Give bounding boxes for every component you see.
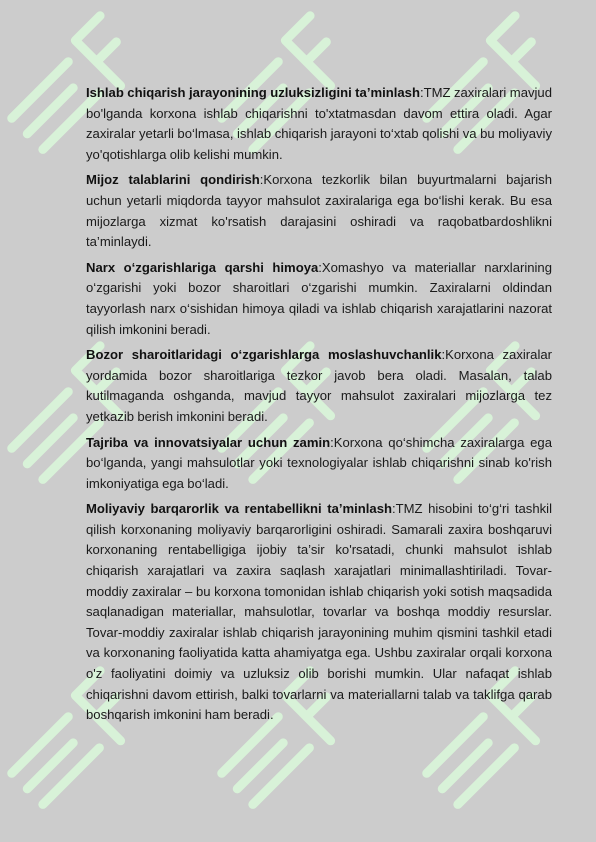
paragraph-text: :TMZ hisobini to‘g‘ri tashkil qilish korxonaning moliyaviy barqarorligini oshiradi. Samarali zaxira boshqaruvi korxonaning rentabelligiga ijobiy ta’sir ko'rsatadi, chunki mahsulot ishlab chiqarish xarajatlari va zaxira saqlash xarajatlari minimallashtiriladi. Tovar-moddiy zaxiralar – bu korxona tomonidan ishlab chiqarish yoki sotish maqsadida saqlanadigan materiallar, mahsulotlar, tovarlar va boshqa moddiy resurslar. Tovar-moddiy zaxiralar ishlab chiqarish jarayonining muhim qismini tashkil etadi va korxonaning faoliyatida katta ahamiyatga ega. Ushbu zaxiralar orqali korxona o'z faoliyatini doimiy va uzluksiz olib borishi mumkin. Ular nafaqat ishlab chiqarishni davom ettirish, balki tovarlarni va materiallarni talab va taklifga qarab boshqarish imkonini ham beradi. bbox=[86, 501, 552, 723]
paragraph-financial-stability bbox=[86, 499, 552, 726]
paragraph-customer-demand bbox=[86, 170, 552, 252]
paragraph-heading: Narx o‘zgarishlariga qarshi himoya bbox=[86, 259, 319, 275]
paragraph-heading: Moliyaviy barqarorlik va rentabellikni ta’minlash bbox=[86, 501, 392, 517]
paragraph-innovation bbox=[86, 433, 552, 495]
paragraph-price-protection bbox=[86, 258, 552, 340]
paragraph-heading: Bozor sharoitlaridagi o‘zgarishlarga moslashuvchanlik bbox=[86, 347, 442, 363]
paragraph-heading: Ishlab chiqarish jarayonining uzluksizligini ta’minlash bbox=[86, 85, 420, 100]
paragraph-heading: Tajriba va innovatsiyalar uchun zamin bbox=[86, 434, 331, 450]
paragraph-text: :Korxona tezkorlik bilan buyurtmalarni bajarish uchun yetarli miqdorda tayyor mahsulot zaxiralariga ega bo‘lishi kerak. Bu esa mijozlarga xizmat ko'rsatish darajasini oshiradi va raqobatbardoshlikni ta’minlaydi. bbox=[86, 172, 553, 250]
paragraph-heading: Mijoz talablarini qondirish bbox=[86, 172, 260, 188]
paragraph-market-flexibility bbox=[86, 345, 552, 427]
paragraph-text: :TMZ zaxiralari mavjud bo'lganda korxona ishlab chiqarishni to'xtatmasdan davom ettira oladi. Agar zaxiralar yetarli bo‘lmasa, ishlab chiqarish jarayoni to‘xtab qolishi va bu moliyaviy yo'qotishlarga olib kelishi mumkin. bbox=[86, 85, 552, 162]
document-body bbox=[86, 83, 552, 731]
paragraph-text: :Korxona qo‘shimcha zaxiralarga ega bo‘lganda, yangi mahsulotlar yoki texnologiyalar ishlab chiqarishni sinab ko'rish imkoniyatiga ega bo‘ladi. bbox=[86, 434, 552, 491]
paragraph-production-continuity bbox=[86, 83, 552, 165]
paragraph-text: :Korxona zaxiralar yordamida bozor sharoitlariga tezkor javob bera oladi. Masalan, talab kutilmaganda oshganda, mavjud tayyor mahsulot zaxiralari mijozlarga tez yetkazib berish imkonini beradi. bbox=[86, 347, 552, 424]
paragraph-text: :Xomashyo va materiallar narxlarining o‘zgarishi yoki bozor sharoitlari o‘zgarishi mumkin. Zaxiralarni oldindan tayyorlash narx o‘sishidan himoya qiladi va ishlab chiqarish xarajatlarini nazorat qilish imkonini beradi. bbox=[86, 259, 552, 337]
